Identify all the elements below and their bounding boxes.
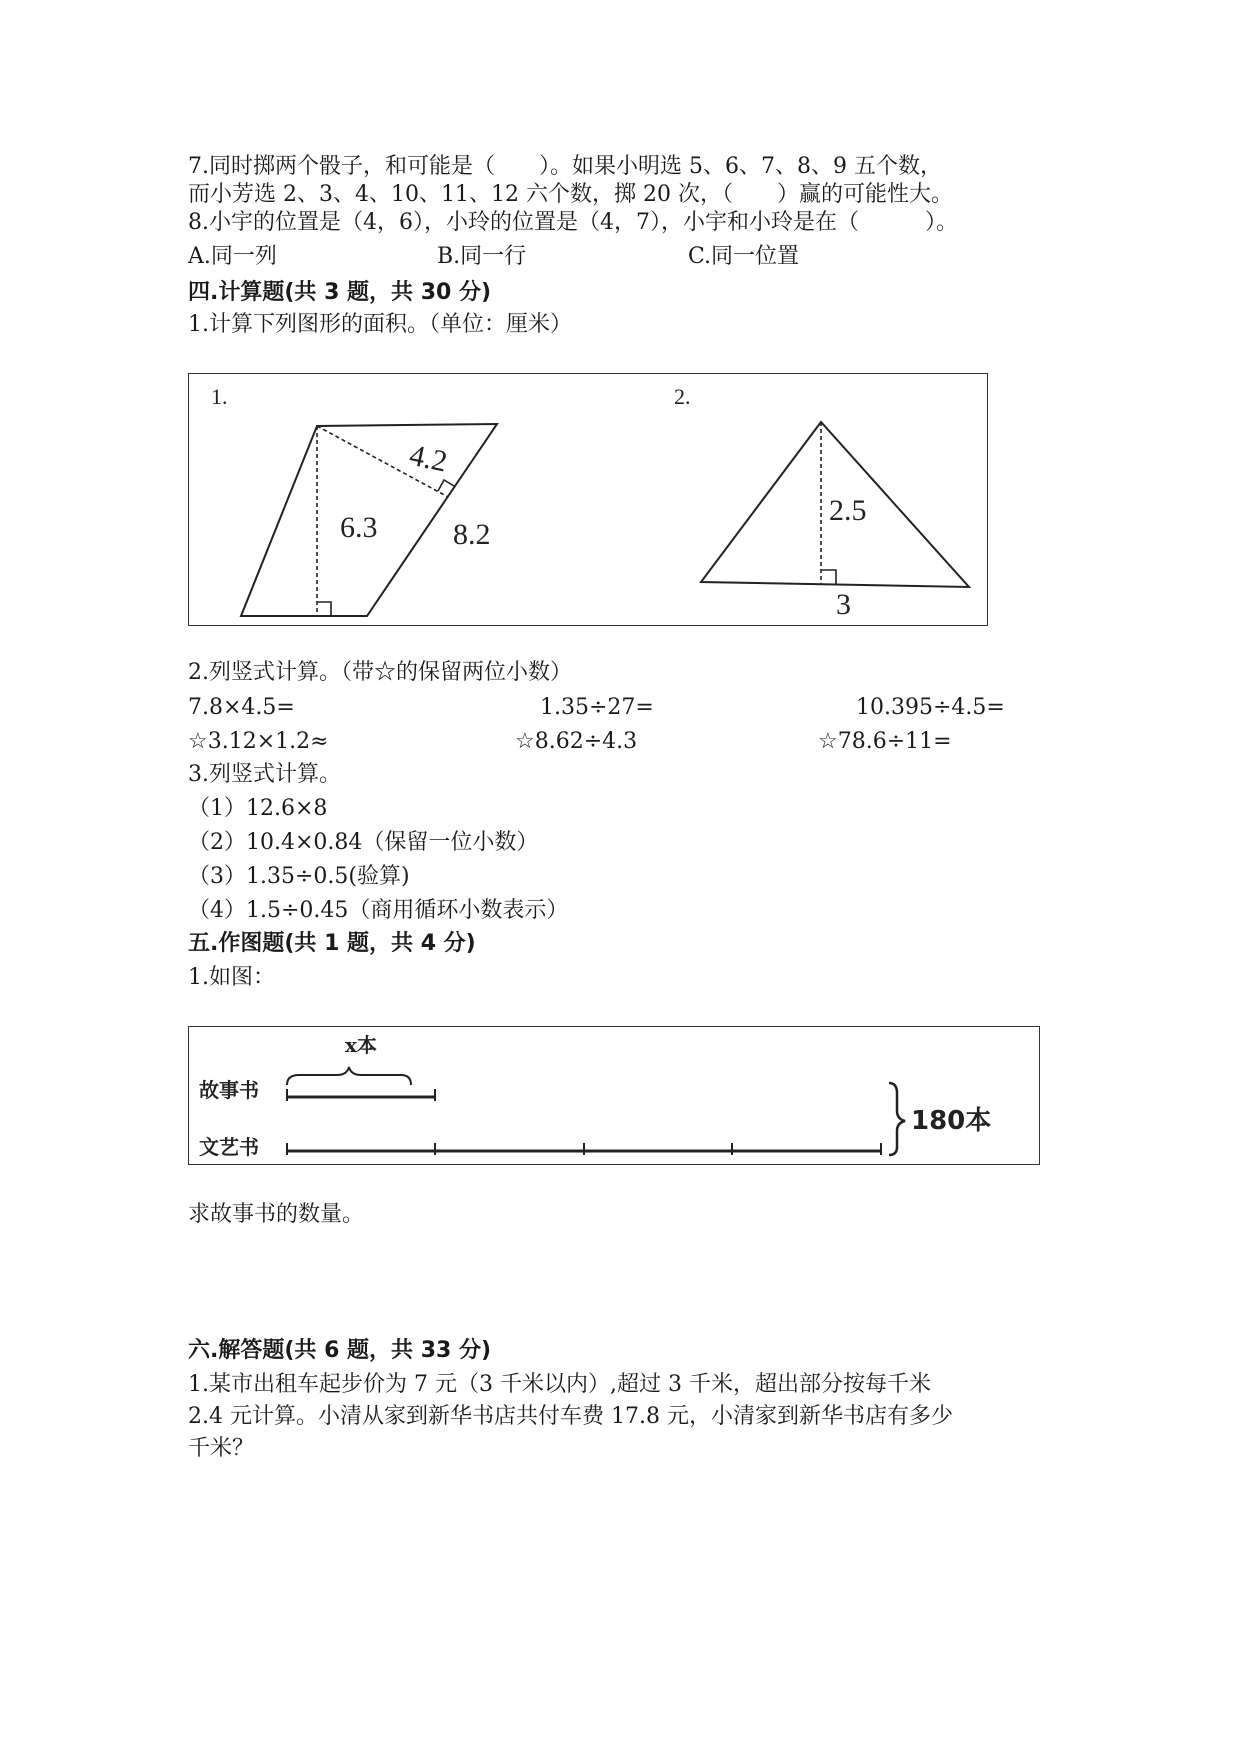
parallelogram-slant-height-value: 4.2	[406, 438, 451, 479]
q3-item-4: （4）1.5÷0.45（商用循环小数表示）	[188, 898, 569, 923]
section4-q3-text: 3.列竖式计算。	[188, 762, 341, 787]
q8-line1: 8.小宇的位置是（4，6），小玲的位置是（4，7），小宇和小玲是在（ ）。	[188, 210, 958, 235]
q7-line2: 而小芳选 2、3、4、10、11、12 六个数，掷 20 次，（ ）赢的可能性大。	[188, 182, 953, 207]
total-brace	[889, 1083, 905, 1155]
area-figure-svg	[189, 374, 989, 627]
figure2-label: 2.	[674, 384, 691, 409]
bar-diagram	[188, 1026, 1040, 1165]
calc-item-3: 10.395÷4.5=	[856, 695, 1005, 720]
section6-q1-line2: 2.4 元计算。小清从家到新华书店共付车费 17.8 元，小清家到新华书店有多少	[188, 1404, 953, 1429]
q8-option-a: A.同一列	[188, 244, 277, 269]
section4-heading: 四.计算题(共 3 题，共 30 分)	[188, 280, 492, 305]
section4-q2-text: 2.列竖式计算。（带☆的保留两位小数）	[188, 660, 572, 685]
triangle-height-value: 2.5	[829, 494, 867, 527]
q3-item-3: （3）1.35÷0.5(验算)	[188, 864, 410, 889]
section4-q1-text: 1.计算下列图形的面积。（单位：厘米）	[188, 312, 572, 337]
section5-q1-text: 1.如图：	[188, 965, 275, 990]
area-figure	[188, 373, 988, 626]
x-brace	[287, 1067, 411, 1085]
calc-item-5: ☆8.62÷4.3	[515, 729, 638, 754]
parallelogram-height-right-angle	[317, 602, 331, 616]
q3-item-2: （2）10.4×0.84（保留一位小数）	[188, 830, 539, 855]
parallelogram-side-value: 8.2	[453, 518, 491, 551]
story-book-label: 故事书	[199, 1078, 259, 1102]
art-book-label: 文艺书	[199, 1135, 259, 1159]
triangle-base-value: 3	[836, 588, 851, 621]
calc-item-6: ☆78.6÷11=	[818, 729, 952, 754]
section6-heading: 六.解答题(共 6 题，共 33 分)	[188, 1338, 492, 1363]
calc-item-2: 1.35÷27=	[540, 695, 654, 720]
section6-q1-line3: 千米？	[188, 1436, 255, 1461]
q7-line1: 7.同时掷两个骰子，和可能是（ ）。如果小明选 5、6、7、8、9 五个数，	[188, 154, 942, 179]
q8-option-b: B.同一行	[437, 244, 527, 269]
section5-heading: 五.作图题(共 1 题，共 4 分)	[188, 931, 476, 956]
section6-q1-line1: 1.某市出租车起步价为 7 元（3 千米以内）,超过 3 千米，超出部分按每千米	[188, 1372, 931, 1397]
calc-item-4: ☆3.12×1.2≈	[188, 729, 329, 754]
parallelogram-height-value: 6.3	[340, 511, 378, 544]
q8-option-c: C.同一位置	[688, 244, 800, 269]
total-label: 180本	[911, 1106, 992, 1136]
section5-question: 求故事书的数量。	[188, 1202, 365, 1227]
figure1-label: 1.	[211, 384, 228, 409]
triangle-height-right-angle	[821, 570, 836, 584]
q3-item-1: （1）12.6×8	[188, 796, 328, 821]
bar-diagram-svg	[189, 1027, 1041, 1166]
x-label: x本	[345, 1033, 377, 1057]
calc-item-1: 7.8×4.5=	[188, 695, 295, 720]
